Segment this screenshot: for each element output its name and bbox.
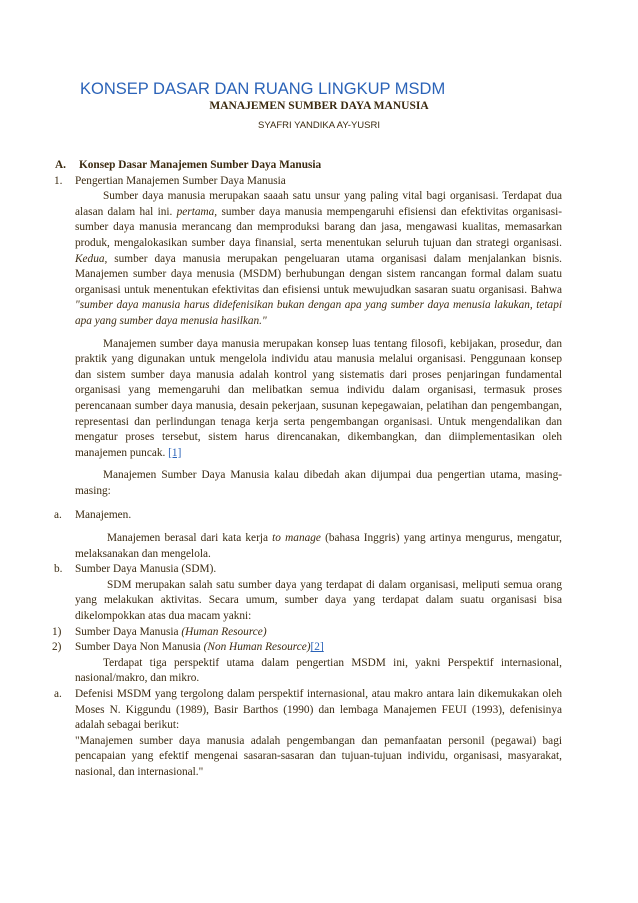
item-text: Defenisi MSDM yang tergolong dalam perspektif internasional, atau makro antara lain dikemukakan oleh Moses N. Kiggundu (1989), Basir Barthos (1990) dan lembaga Manajemen FEUI (1993), defenisinya adalah sebagai berikut: [75,688,562,732]
item-a-paragraph [62,531,562,562]
list-marker: b. [54,563,63,576]
paragraph-text: Manajemen berasal dari kata kerja [107,532,268,545]
list-marker: a. [54,509,62,522]
footnote-link[interactable]: [2] [310,641,324,654]
paragraph-text: sumber daya manusia merupakan pengeluaran utama organisasi dalam menjalankan bisnis. Manajemen sumber daya menusia (MSDM) berhubungan dengan sistem rancangan formal dalam suatu organisasi untuk menentukan efektivitas dan efisiensi untuk mewujudkan sasaran suatu organisasi. Bahwa [75,252,562,296]
document-author: SYAFRI YANDIKA AY-YUSRI [258,120,380,131]
document-title: KONSEP DASAR DAN RUANG LINGKUP MSDM [80,80,446,98]
item-main-text: Sumber Daya Manusia [75,625,179,638]
item-n2 [52,640,562,656]
italic-term: Kedua, [75,252,108,265]
italic-term: (Non Human Resource) [203,641,311,654]
item-main-text: Sumber Daya Non Manusia [75,641,201,654]
item-heading-text: Pengertian Manajemen Sumber Daya Manusia [75,174,286,187]
item-a [54,508,562,524]
paragraph-text: Sumber daya manusia merupakan saaah satu unsur yang paling vital bagi organisasi. Terdapat dua alasan dalam hal ini. [75,190,562,218]
paragraph-2 [62,337,562,462]
paragraph-1 [62,189,562,329]
italic-quote: "sumber daya manusia harus didefenisikan bukan dengan apa yang sumber daya menusia lakukan, tetapi apa yang sumber daya menusia hasilkan." [75,299,562,327]
paragraph-text: Manajemen sumber daya manusia merupakan konsep luas tentang filosofi, kebijakan, prosedur, dan praktik yang digunakan untuk mengelola individu atau manusia melalui organisasi. Penggunaan konsep dan sistem sumber daya manusia adalah kontrol yang sistematis dari proses penjaringan fundamental organisasi yang memengaruhi dan melibatkan semua individu dalam organisasi, termasuk proses perencanaan sumber daya manusia, desain pekerjaan, susunan kepegawaian, pelatihan dan pengembangan, representasi dan perlindungan tenaga kerja serta pengembangan organisasi. Untuk mengendalikan dan mengatur proses tersebut, sistem harus direncanakan, dikembangkan, dan diimplementasikan oleh manajemen puncak. [75,337,562,459]
item-text [62,640,562,656]
section-a-heading [55,158,562,174]
item-text [62,625,562,641]
paragraph-text: SDM merupakan salah satu sumber daya yang terdapat di dalam organisasi, meliputi semua orang yang melakukan aktivitas. Secara umum, sumber daya yang terdapat dalam suatu organisasi bisa dikelompokkan atas dua macam yakni: [75,578,562,623]
italic-term: pertama, [176,205,218,218]
list-marker: a. [54,688,62,700]
item-b [54,562,562,578]
item-label: Manajemen. [75,509,132,522]
paragraph-text: sumber daya manusia mempengaruhi efisiensi dan efektivitas organisasi-sumber daya manusia merancang dan memproduksi barang dan jasa, mengawasi kualitas, memasarkan produk, mengalokasikan sumber daya finansial, serta menentukan seluruh tujuan dan strategi organisasi. [75,205,562,249]
list-marker: 2) [52,641,62,654]
paragraph-4 [62,656,562,687]
paragraph-text: (bahasa Inggris) yang artinya mengurus, mengatur, melaksanakan dan mengelola. [75,532,562,560]
document-body [52,158,562,781]
italic-term: to manage [272,532,321,545]
italic-term: (Human Resource) [181,625,267,638]
list-marker: 1) [52,625,62,638]
item-label: Sumber Daya Manusia (SDM). [75,563,217,576]
document-subtitle: MANAJEMEN SUMBER DAYA MANUSIA [209,100,429,112]
paragraph-text: Manajemen Sumber Daya Manusia kalau dibedah akan dijumpai dua pengertian utama, masing-masing: [75,469,562,497]
item-b-paragraph [62,578,562,625]
paragraph-3 [62,468,562,499]
list-marker: 1. [54,174,63,187]
item-n1 [52,625,562,641]
item-1-heading [54,174,562,190]
definition-quote: "Manajemen sumber daya manusia adalah pengembangan dan pemanfaatan personil (pegawai) bagi pencapaian yang efektif mengenai sasaran-sasaran dan tujuan-tujuan individu, organisasi, masyarakat, nasional, dan internasional." [75,734,562,778]
section-heading-text: Konsep Dasar Manajemen Sumber Daya Manusia [79,159,322,171]
footnote-link[interactable]: [1] [168,446,182,459]
section-marker: A. [55,159,66,171]
item-a2 [54,687,562,781]
paragraph-text: Terdapat tiga perspektif utama dalam pengertian MSDM ini, yakni Perspektif internasional, nasional/makro, dan mikro. [75,656,562,685]
